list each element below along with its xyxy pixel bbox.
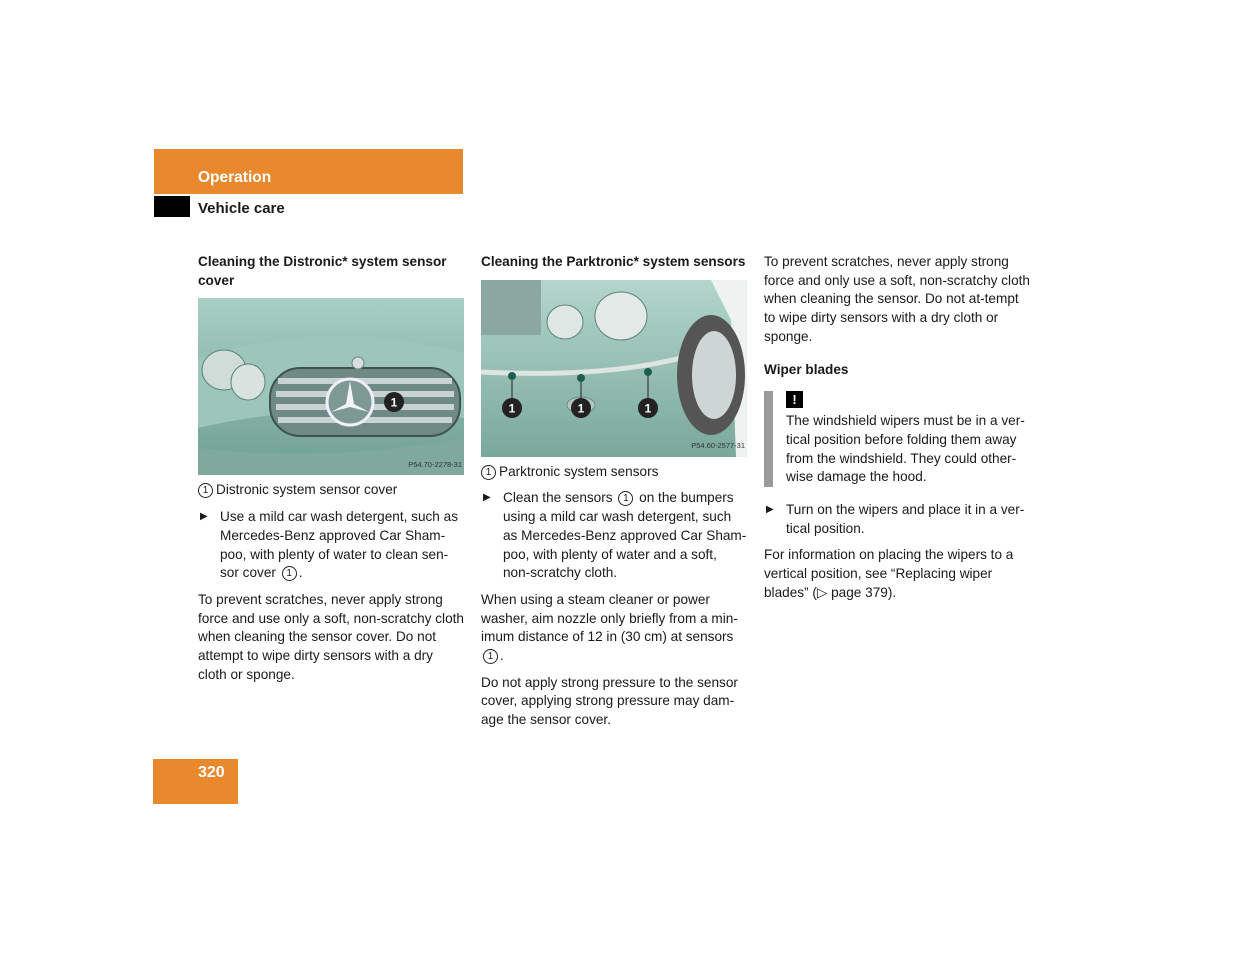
distronic-car-illustration [198, 298, 464, 475]
figure-id: P54.60-2577-31 [691, 441, 745, 450]
figure-id: P54.70-2278-31 [408, 459, 462, 469]
column-distronic [198, 253, 464, 692]
callout-number: 1 [483, 649, 498, 664]
paragraph: To prevent scratches, never apply strong force and only use a soft, non-scratchy cloth when cleaning the sensor. Do not at-tempt to wipe dirty sensors with a dry cloth or sponge. [764, 254, 1030, 344]
callout-1: 1 [644, 401, 652, 416]
warning-text: The windshield wipers must be in a ver-tical position before folding them away from the windshield. They could other-wise damage the hood. [786, 413, 1025, 485]
warning-note [764, 391, 1030, 487]
bullet-triangle-icon: ▶ [200, 511, 208, 523]
callout-number: 1 [198, 483, 213, 498]
warning-icon: ! [786, 391, 803, 408]
callout-1: 1 [577, 401, 585, 416]
column-wiper [764, 253, 1030, 611]
page-number-box [153, 759, 238, 804]
caption-text: Distronic system sensor cover [216, 482, 398, 498]
instruction-item [764, 501, 1030, 538]
parktronic-car-illustration [481, 280, 747, 457]
section-title: Operation [198, 169, 272, 186]
page-number: 320 [198, 764, 225, 781]
paragraph-text: When using a steam cleaner or power washer, aim nozzle only briefly from a min-imum distance of 12 in (30 cm) at sensors [481, 591, 738, 645]
callout-number: 1 [481, 465, 496, 480]
heading-wiper-blades: Wiper blades [764, 361, 849, 377]
paragraph: For information on placing the wipers to a vertical position, see “Replacing wiper blades” (▷ page 379). [764, 547, 1014, 600]
figure-parktronic [481, 280, 747, 457]
caption-text: Parktronic system sensors [499, 463, 659, 479]
instruction-end: . [298, 565, 303, 581]
instruction-text: on the bumpers using a mild car wash detergent, such as Mercedes-Benz approved Car Sham-poo, with plenty of water and a soft, non-scratchy cloth. [503, 490, 747, 581]
callout-1: 1 [508, 401, 516, 416]
paragraph: Do not apply strong pressure to the sensor cover, applying strong pressure may dam-age the sensor cover. [481, 674, 738, 728]
paragraph-end: . [500, 648, 504, 664]
caption-parktronic [481, 463, 747, 482]
callout-number: 1 [282, 566, 297, 581]
header-marker [154, 196, 190, 217]
callout-number: 1 [618, 491, 633, 506]
warning-bar [764, 391, 773, 487]
heading-distronic: Cleaning the Distronic* system sensor cover [198, 254, 447, 288]
caption-distronic [198, 481, 464, 500]
figure-distronic [198, 298, 464, 475]
paragraph [481, 591, 747, 666]
bullet-triangle-icon: ▶ [766, 504, 774, 516]
column-parktronic [481, 253, 747, 738]
instruction-text: Clean the sensors [503, 490, 613, 506]
bullet-triangle-icon: ▶ [483, 492, 491, 504]
callout-1: 1 [390, 395, 398, 410]
instruction-text: Turn on the wipers and place it in a ver-tical position. [786, 502, 1025, 536]
paragraph: To prevent scratches, never apply strong force and use only a soft, non-scratchy cloth when cleaning the sensor cover. Do not attempt to wipe dirty sensors with a dry cloth or sponge. [198, 591, 464, 682]
instruction-text: Use a mild car wash detergent, such as Mercedes-Benz approved Car Sham-poo, with plenty of water to clean sen-sor cover [220, 509, 459, 581]
heading-parktronic: Cleaning the Parktronic* system sensors [481, 254, 746, 269]
instruction-item [198, 508, 464, 583]
instruction-item [481, 489, 747, 583]
subsection-title: Vehicle care [198, 200, 285, 217]
